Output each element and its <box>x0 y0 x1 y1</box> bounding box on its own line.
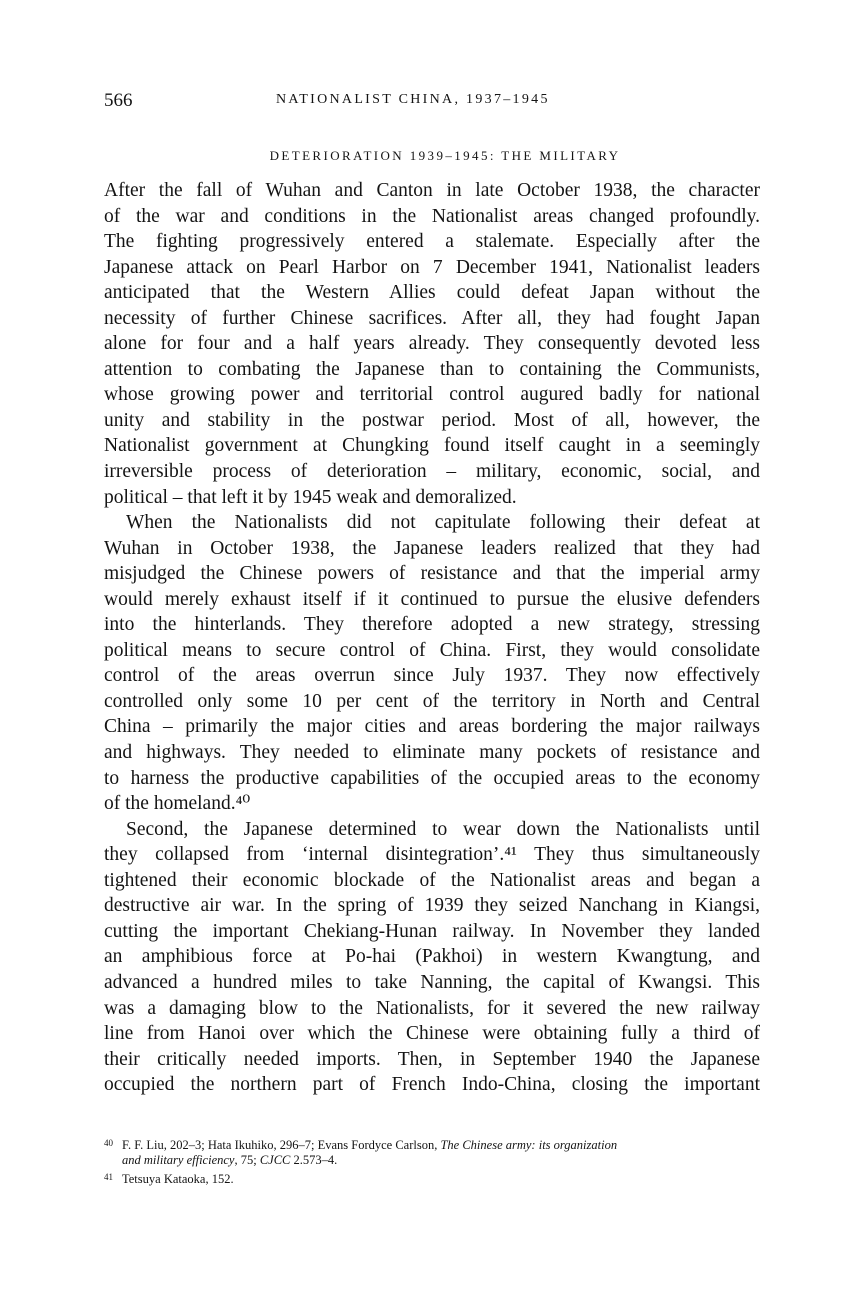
footnote-abbrev: CJCC <box>259 1153 291 1167</box>
body-text <box>104 178 760 1098</box>
footnote-40-continued <box>104 1152 760 1169</box>
text-line: Japanese attack on Pearl Harbor on 7 December 1941, Nationalist leaders <box>104 256 760 278</box>
running-title: NATIONALIST CHINA, 1937–1945 <box>276 92 550 107</box>
text-line: control of the areas overrun since July 1937. They now effectively <box>104 665 760 687</box>
text-line: political – that left it by 1945 weak and demoralized. <box>104 486 517 508</box>
footnote-41 <box>104 1169 760 1186</box>
text-line: irreversible process of deterioration – military, economic, social, and <box>104 461 760 483</box>
running-head <box>104 90 760 114</box>
footnote-title: The Chinese army: its organization <box>440 1138 618 1152</box>
text-line: The fighting progressively entered a stalemate. Especially after the <box>104 231 760 253</box>
text-line: unity and stability in the postwar period. Most of all, however, the <box>104 409 760 431</box>
text-line: political means to secure control of China. First, they would consolidate <box>104 639 760 661</box>
footnote-mark: 40 <box>104 1138 113 1148</box>
text-line: controlled only some 10 per cent of the territory in North and Central <box>104 690 760 712</box>
text-line: anticipated that the Western Allies could defeat Japan without the <box>104 282 760 304</box>
text-line: Nationalist government at Chungking found itself caught in a seemingly <box>104 435 760 457</box>
text-line: was a damaging blow to the Nationalists, for it severed the new railway <box>104 997 760 1019</box>
footnote-text: 2.573–4. <box>290 1153 338 1167</box>
text-line: line from Hanoi over which the Chinese were obtaining fully a third of <box>104 1023 760 1045</box>
footnote-title-continued: and military efficiency <box>122 1153 235 1167</box>
footnotes <box>104 1135 760 1186</box>
text-line: alone for four and a half years already. They consequently devoted less <box>104 333 760 355</box>
text-line: cutting the important Chekiang-Hunan railway. In November they landed <box>104 920 760 942</box>
footnote-text: , 75; <box>234 1153 260 1167</box>
text-line: necessity of further Chinese sacrifices. After all, they had fought Japan <box>104 307 760 329</box>
page-number: 566 <box>104 90 133 111</box>
text-line: an amphibious force at Po-hai (Pakhoi) in western Kwangtung, and <box>104 946 760 968</box>
text-line: into the hinterlands. They therefore adopted a new strategy, stressing <box>104 614 760 636</box>
text-line: to harness the productive capabilities of the occupied areas to the economy <box>104 767 760 789</box>
text-line: When the Nationalists did not capitulate following their defeat at <box>126 512 760 534</box>
footnote-text: F. F. Liu, 202–3; Hata Ikuhiko, 296–7; Evans Fordyce Carlson, <box>122 1138 441 1152</box>
text-line: of the war and conditions in the Nationalist areas changed profoundly. <box>104 205 760 227</box>
text-line: whose growing power and territorial control augured badly for national <box>104 384 760 406</box>
text-line: destructive air war. In the spring of 1939 they seized Nanchang in Kiangsi, <box>104 895 760 917</box>
text-line: Wuhan in October 1938, the Japanese leaders realized that they had <box>104 537 760 559</box>
text-line: China – primarily the major cities and areas bordering the major railways <box>104 716 760 738</box>
footnote-40 <box>104 1135 760 1152</box>
text-line: tightened their economic blockade of the Nationalist areas and began a <box>104 869 760 891</box>
text-line: After the fall of Wuhan and Canton in late October 1938, the character <box>104 180 760 201</box>
text-line: misjudged the Chinese powers of resistance and that the imperial army <box>104 563 760 585</box>
text-line: attention to combating the Japanese than to containing the Communists, <box>104 358 760 380</box>
text-line: and highways. They needed to eliminate many pockets of resistance and <box>104 742 760 764</box>
text-line: of the homeland.⁴⁰ <box>104 793 251 815</box>
section-heading: DETERIORATION 1939–1945: THE MILITARY <box>269 148 621 163</box>
text-line: advanced a hundred miles to take Nanning, the capital of Kwangsi. This <box>104 971 760 993</box>
text-line: would merely exhaust itself if it continued to pursue the elusive defenders <box>104 588 760 610</box>
text-line: Second, the Japanese determined to wear down the Nationalists until <box>126 818 760 840</box>
footnote-mark: 41 <box>104 1172 113 1182</box>
text-line: occupied the northern part of French Indo-China, closing the important <box>104 1074 760 1096</box>
text-line: they collapsed from ‘internal disintegration’.⁴¹ They thus simultaneously <box>104 844 760 866</box>
footnote-text: Tetsuya Kataoka, 152. <box>122 1172 234 1186</box>
text-line: their critically needed imports. Then, in September 1940 the Japanese <box>104 1048 760 1070</box>
